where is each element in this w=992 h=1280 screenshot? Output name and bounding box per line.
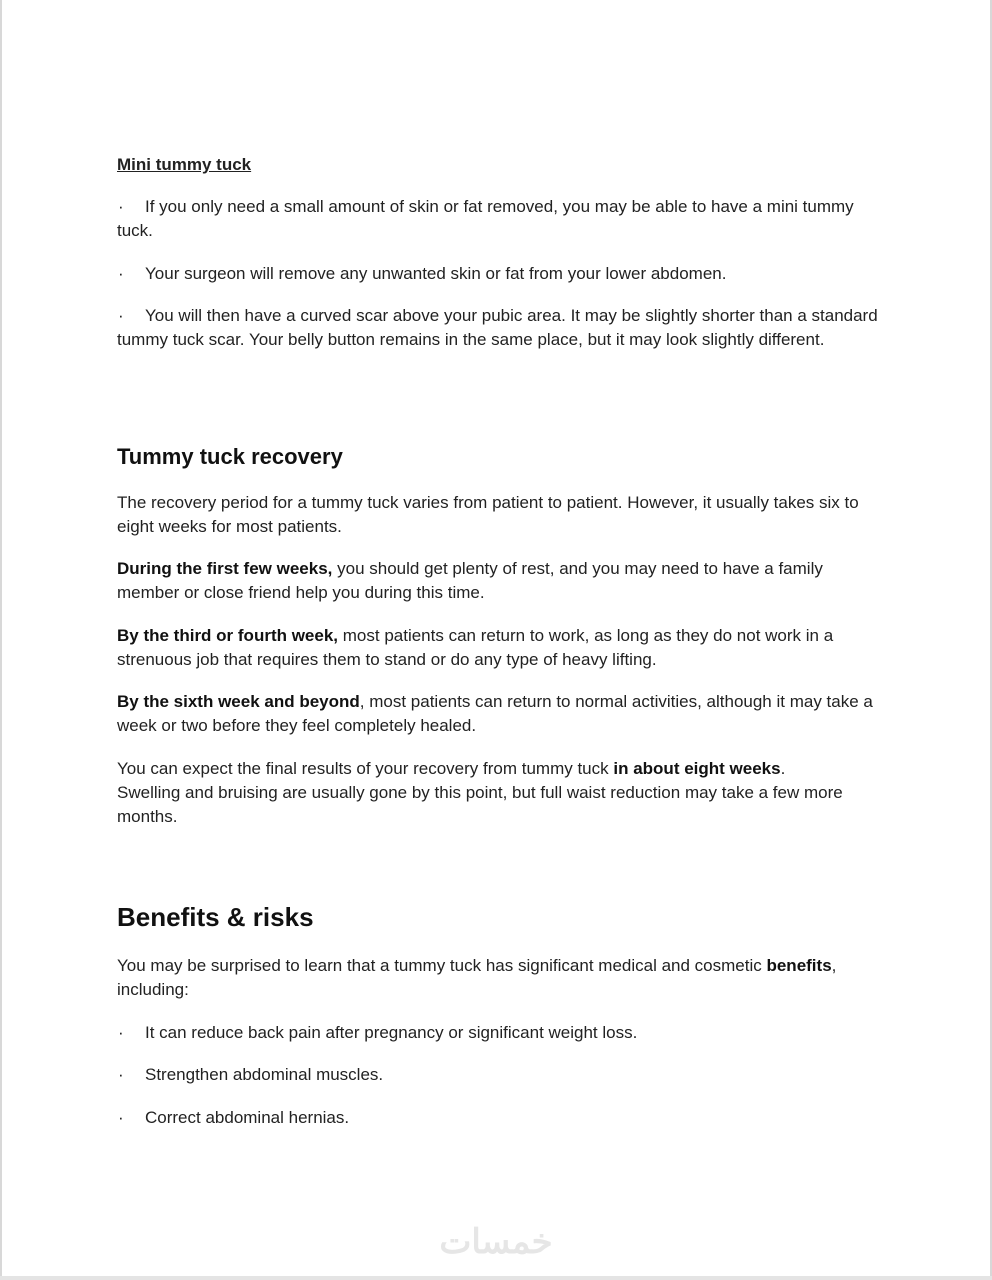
recovery-paragraph [117,757,847,829]
list-item [117,1063,882,1087]
list-item [117,1106,882,1130]
list-item-text: You will then have a curved scar above your pubic area. It may be slightly shorter than a standard tummy tuck scar. Your belly button remains in the same place, but it may look slightly different. [117,306,878,349]
paragraph-text: You can expect the final results of your recovery from tummy tuck [117,759,614,778]
bullet-icon: · [118,306,124,325]
watermark-logo: خمسات [439,1223,553,1261]
paragraph-text: most patients can return to work, as long as they do not work in a strenuous job that requires them to stand or do any type of heavy lifting. [117,626,834,669]
page-edge-left [0,0,2,1280]
bullet-icon: · [118,197,124,216]
paragraph-text: , most patients can return to normal activities, although it may take a week or two before they feel completely healed. [117,692,873,735]
bold-text: By the third or fourth week, [117,626,339,645]
list-item-text: If you only need a small amount of skin or fat removed, you may be able to have a mini tummy tuck. [117,197,854,240]
paragraph-text: You may be surprised to learn that a tummy tuck has significant medical and cosmetic [117,956,767,975]
bullet-icon: · [118,264,124,283]
recovery-paragraph [117,557,882,605]
bold-text: benefits [766,956,832,975]
bullet-icon: · [118,1065,124,1084]
list-item [117,304,882,352]
list-item [117,195,882,243]
paragraph-text: , including: [117,956,837,999]
bullet-icon: · [118,1023,124,1042]
paragraph-text: . Swelling and bruising are usually gone by this point, but full waist reduction may take a few more months. [117,759,843,826]
recovery-paragraph [117,690,882,738]
recovery-paragraph [117,624,882,672]
benefits-intro [117,954,882,1002]
recovery-intro: The recovery period for a tummy tuck varies from patient to patient. However, it usually takes six to eight weeks for most patients. [117,493,859,536]
paragraph-text: you should get plenty of rest, and you may need to have a family member or close friend help you during this time. [117,559,823,602]
mini-tummy-tuck-heading: Mini tummy tuck [117,155,252,174]
list-item-text: It can reduce back pain after pregnancy or significant weight loss. [145,1023,638,1042]
bullet-icon: · [118,1108,124,1127]
recovery-heading: Tummy tuck recovery [117,444,343,469]
bold-text: in about eight weeks [613,759,781,778]
list-item [117,262,882,286]
page-edge-bottom [0,1276,992,1280]
bold-text: During the first few weeks, [117,559,333,578]
list-item-text: Your surgeon will remove any unwanted skin or fat from your lower abdomen. [145,264,727,283]
list-item-text: Correct abdominal hernias. [145,1108,350,1127]
bold-text: By the sixth week and beyond [117,692,360,711]
benefits-heading: Benefits & risks [117,902,314,932]
list-item-text: Strengthen abdominal muscles. [145,1065,384,1084]
list-item [117,1021,882,1045]
